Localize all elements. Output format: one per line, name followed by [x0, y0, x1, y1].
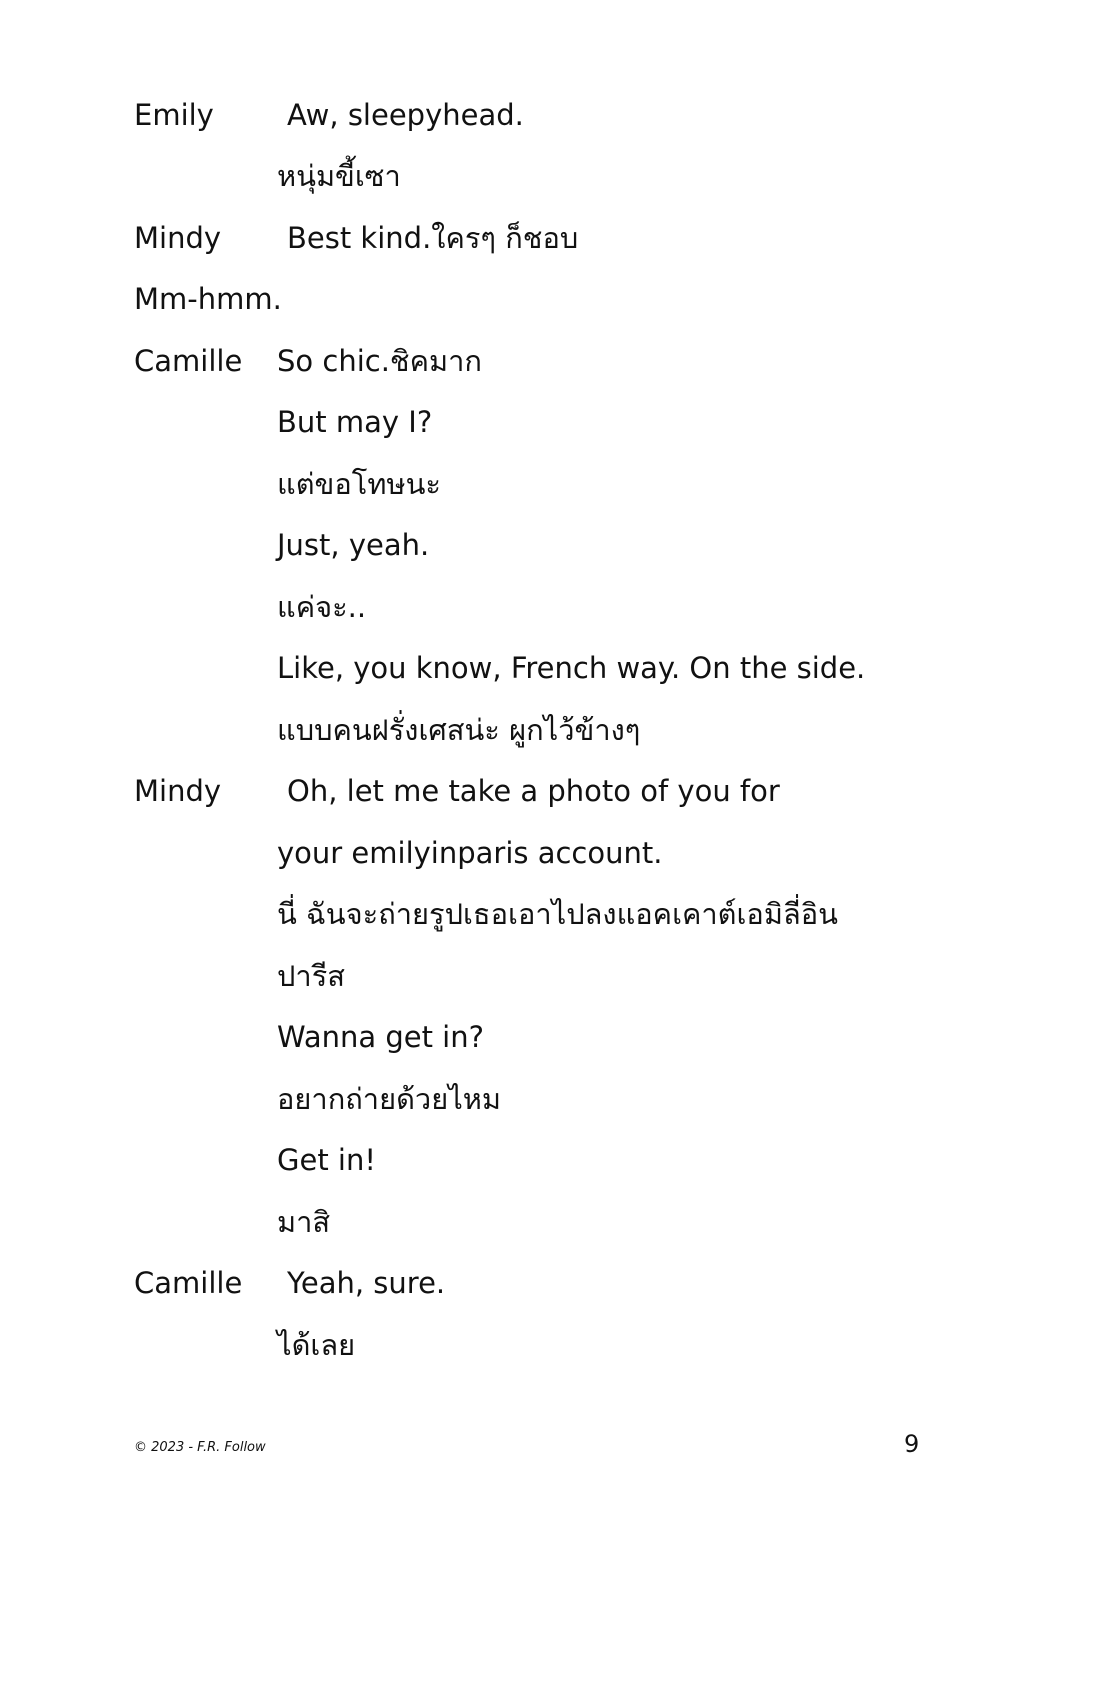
dialogue-line [0, 519, 1024, 571]
dialogue-text: But may I? [277, 405, 433, 439]
dialogue-text: Mm-hmm. [134, 282, 282, 316]
dialogue-text: แต่ขอโทษนะ [277, 467, 441, 501]
dialogue-text: Get in! [277, 1143, 376, 1177]
speaker-name: Camille [134, 1266, 243, 1300]
dialogue-line [0, 212, 1024, 264]
dialogue-line [0, 827, 1024, 879]
dialogue-text: your emilyinparis account. [277, 836, 663, 870]
speaker-name: Emily [134, 98, 214, 132]
dialogue-text: หนุ่มขี้เซา [277, 159, 401, 193]
dialogue-text: Like, you know, French way. On the side. [277, 651, 866, 685]
dialogue-text: ได้เลย [277, 1328, 356, 1362]
dialogue-line [0, 1134, 1024, 1186]
dialogue-text: มาสิ [277, 1205, 331, 1239]
dialogue-text: Best kind.ใครๆ ก็ชอบ [287, 221, 579, 255]
dialogue-text: Wanna get in? [277, 1020, 485, 1054]
dialogue-text: Just, yeah. [277, 528, 430, 562]
dialogue-text: อยากถ่ายด้วยไหม [277, 1082, 502, 1116]
dialogue-line [0, 704, 1024, 756]
dialogue-line [0, 458, 1024, 510]
dialogue-text: ปารีส [277, 959, 345, 993]
dialogue-line [0, 950, 1024, 1002]
dialogue-line [0, 765, 1024, 817]
dialogue-text: Oh, let me take a photo of you for [287, 774, 780, 808]
dialogue-text: Yeah, sure. [287, 1266, 446, 1300]
dialogue-text: แบบคนฝรั่งเศสน่ะ ผูกไว้ข้างๆ [277, 713, 641, 747]
page-number: 9 [904, 1430, 920, 1458]
dialogue-line [0, 1319, 1024, 1371]
speaker-name: Mindy [134, 774, 222, 808]
speaker-name: Camille [134, 344, 243, 378]
dialogue-line [0, 1011, 1024, 1063]
speaker-name: Mindy [134, 221, 222, 255]
dialogue-text: Aw, sleepyhead. [287, 98, 524, 132]
dialogue-text: นี่ ฉันจะถ่ายรูปเธอเอาไปลงแอคเคาต์เอมิลี่อิน [277, 897, 838, 931]
dialogue-line [0, 581, 1024, 633]
dialogue-line [0, 396, 1024, 448]
dialogue-text: แค่จะ.. [277, 590, 367, 624]
dialogue-line [0, 888, 1024, 940]
dialogue-line [0, 1196, 1024, 1248]
dialogue-line [0, 1073, 1024, 1125]
dialogue-line [0, 89, 1024, 141]
dialogue-line [0, 335, 1024, 387]
dialogue-line [0, 1257, 1024, 1309]
dialogue-line [0, 642, 1024, 694]
dialogue-line [0, 273, 1024, 325]
dialogue-line [0, 150, 1024, 202]
dialogue-text: So chic.ชิคมาก [277, 344, 482, 378]
copyright-notice: © 2023 - F.R. Follow [134, 1440, 266, 1455]
